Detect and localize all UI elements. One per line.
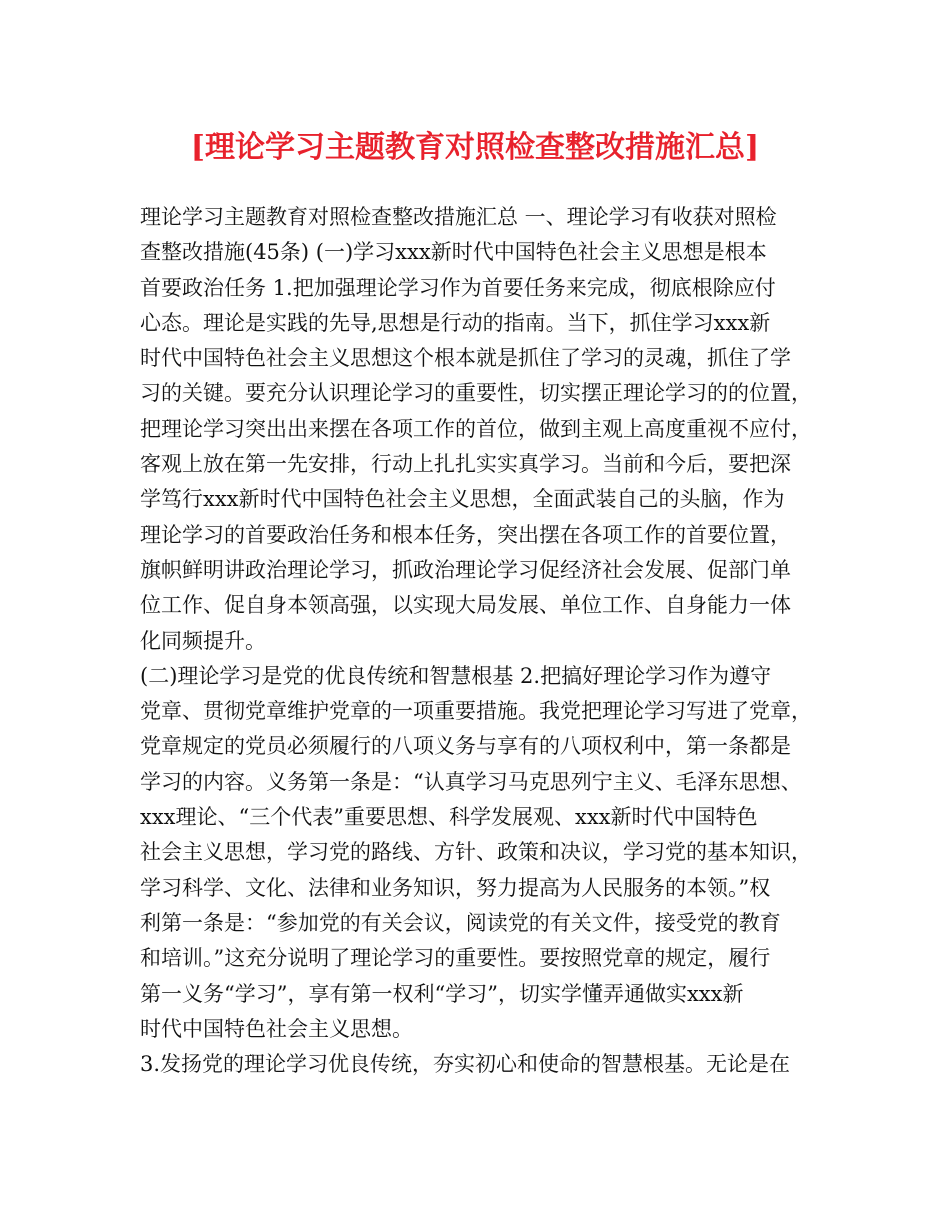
body-line: 旗帜鲜明讲政治理论学习，抓政治理论学习促经济社会发展、促部门单	[140, 557, 791, 582]
body-line: 查整改措施(45条) (一)学习xxx新时代中国特色社会主义思想是根本	[140, 240, 767, 265]
body-line: 第一义务“学习”，享有第一权利“学习”，切实学懂弄通做实xxx新	[140, 981, 744, 1006]
body-line: 时代中国特色社会主义思想。	[140, 1016, 413, 1041]
body-line: 党章规定的党员必须履行的八项义务与享有的八项权利中，第一条都是	[140, 734, 791, 759]
body-line: 学习科学、文化、法律和业务知识，努力提高为人民服务的本领。”权	[140, 875, 771, 900]
body-line: 把理论学习突出出来摆在各项工作的首位，做到主观上高度重视不应付，	[140, 416, 812, 441]
body-line: 理论学习的首要政治任务和根本任务，突出摆在各项工作的首要位置，	[140, 522, 791, 547]
body-line: (二)理论学习是党的优良传统和智慧根基 2.把搞好理论学习作为遵守	[140, 663, 772, 688]
body-line: 社会主义思想，学习党的路线、方针、政策和决议，学习党的基本知识，	[140, 840, 812, 865]
body-line: 首要政治任务 1.把加强理论学习作为首要任务来完成，彻底根除应付	[140, 275, 776, 300]
document-title: [理论学习主题教育对照检查整改措施汇总]	[190, 130, 760, 165]
body-line: 利第一条是：“参加党的有关会议，阅读党的有关文件，接受党的教育	[140, 910, 781, 935]
body-line: 3.发扬党的理论学习优良传统，夯实初心和使命的智慧根基。无论是在	[140, 1052, 791, 1077]
body-line: 党章、贯彻党章维护党章的一项重要措施。我党把理论学习写进了党章，	[140, 699, 812, 724]
body-line: 化同频提升。	[140, 628, 266, 653]
body-line: 和培训。”这充分说明了理论学习的重要性。要按照党章的规定，履行	[140, 946, 771, 971]
body-line: 时代中国特色社会主义思想这个根本就是抓住了学习的灵魂，抓住了学	[140, 346, 791, 371]
body-line: 客观上放在第一先安排，行动上扎扎实实真学习。当前和今后，要把深	[140, 452, 791, 477]
body-line: 习的关键。要充分认识理论学习的重要性，切实摆正理论学习的的位置，	[140, 381, 812, 406]
body-line: 理论学习主题教育对照检查整改措施汇总 一、理论学习有收获对照检	[140, 205, 777, 229]
body-line: xxx理论、“三个代表”重要思想、科学发展观、xxx新时代中国特色	[140, 805, 758, 830]
body-line: 学习的内容。义务第一条是：“认真学习马克思列宁主义、毛泽东思想、	[140, 769, 802, 794]
body-line: 学笃行xxx新时代中国特色社会主义思想，全面武装自己的头脑，作为	[140, 487, 785, 512]
body-line: 心态。理论是实践的先导,思想是行动的指南。当下，抓住学习xxx新	[140, 310, 771, 335]
document-body	[140, 200, 820, 1082]
body-line: 位工作、促自身本领高强，以实现大局发展、单位工作、自身能力一体	[140, 593, 791, 618]
